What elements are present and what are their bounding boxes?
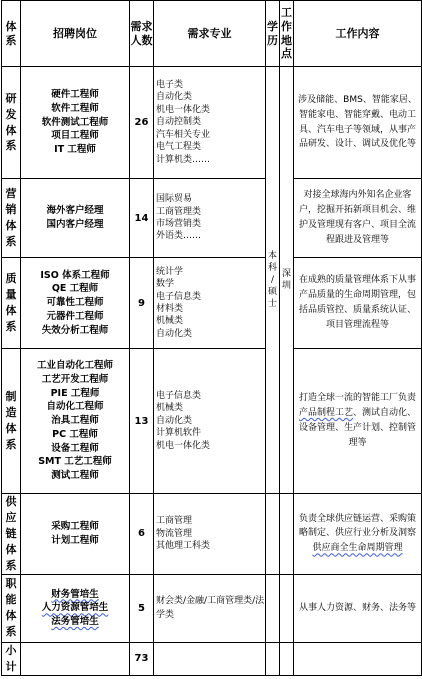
system-label: 职 能 体 系	[5, 577, 17, 639]
positions-cell	[21, 258, 130, 349]
majors-cell	[154, 67, 266, 179]
major-item: 电子类	[156, 80, 184, 91]
total-count: 73	[130, 642, 154, 675]
system-cell	[2, 574, 21, 642]
total-empty-cell	[266, 642, 280, 675]
major-item: 财会类/金融/工商管理类/法学类	[156, 595, 265, 621]
content-text: 、测试自动化、设备管理、生产计划、控制管理等	[298, 408, 417, 448]
content-underlined-text: 产品制程工艺	[298, 408, 353, 419]
major-item: 自动控制类	[156, 117, 202, 128]
major-item: 其他理工科类	[156, 541, 211, 552]
total-empty-cell	[21, 642, 130, 675]
position-item: 自动化工程师	[46, 401, 104, 413]
total-empty-cell	[294, 642, 422, 675]
total-label-cell	[2, 642, 21, 675]
position-item: 硬件工程师	[51, 89, 99, 101]
positions-cell	[21, 349, 130, 494]
count-cell: 13	[130, 349, 154, 494]
table-row-manufacturing	[2, 349, 422, 494]
majors-cell	[154, 349, 266, 494]
education-cell-empty	[266, 574, 280, 642]
major-item: 物流管理	[156, 528, 193, 539]
major-item: 自动化类	[156, 415, 193, 426]
system-cell	[2, 179, 21, 258]
major-item: 自动化类	[156, 328, 193, 339]
major-item: 市场营销类	[156, 219, 202, 229]
education-value: 本 科 / 硕 士	[267, 250, 277, 310]
position-item: 项目工程师	[51, 130, 99, 142]
position-item: 测试工程师	[51, 470, 99, 482]
position-item: ISO 体系工程师	[40, 269, 110, 281]
position-item: 采购工程师	[51, 521, 99, 533]
table-row-rnd	[2, 67, 422, 179]
major-item: 电气工程类	[156, 142, 202, 153]
major-item: 机电一体化类	[156, 104, 211, 115]
total-empty-cell	[154, 642, 266, 675]
position-item: 工艺开发工程师	[41, 373, 109, 385]
location-cell	[280, 67, 294, 494]
position-item: 人力资源管培生	[41, 602, 109, 614]
position-item: 治具工程师	[51, 415, 99, 427]
major-item: 外语类……	[156, 231, 202, 242]
position-item: 软件测试工程师	[41, 116, 109, 128]
header-position: 招聘岗位	[21, 1, 130, 67]
positions-cell	[21, 179, 130, 258]
location-value: 深 圳	[281, 268, 291, 291]
position-item: 元器件工程师	[46, 310, 104, 322]
system-cell	[2, 349, 21, 494]
location-cell-empty	[280, 574, 294, 642]
major-item: 国际贸易	[156, 194, 193, 205]
location-cell-empty	[280, 494, 294, 575]
position-item: 财务管培生	[51, 588, 99, 600]
header-count: 需求人数	[130, 1, 154, 67]
table-row-marketing	[2, 179, 422, 258]
position-item: 失效分析工程师	[41, 324, 109, 336]
position-item: QE 工程师	[51, 283, 99, 295]
majors-cell	[154, 179, 266, 258]
major-item: 材料类	[156, 304, 184, 314]
major-item: 机械类	[156, 316, 184, 327]
positions-cell	[21, 574, 130, 642]
position-item: 可靠性工程师	[46, 297, 104, 309]
education-cell	[266, 67, 280, 494]
major-item: 计算机软件	[156, 428, 202, 439]
major-item: 汽车相关专业	[156, 129, 211, 140]
education-cell-empty	[266, 494, 280, 575]
position-item: SMT 工艺工程师	[38, 456, 112, 468]
count-cell: 5	[130, 574, 154, 642]
content-cell	[294, 494, 422, 575]
header-education: 学历	[266, 1, 280, 67]
system-label: 质 量 体 系	[5, 272, 17, 333]
system-cell	[2, 494, 21, 575]
table-row-total	[2, 642, 422, 675]
position-item: 海外客户经理	[46, 205, 104, 217]
content-cell: 在成熟的质量管理体系下从事产品质量的生命周期管理，包括品质管控、质量系统认证、项目管理流程等	[294, 258, 422, 349]
content-cell: 从事人力资源、财务、法务等	[294, 574, 422, 642]
header-major: 需求专业	[154, 1, 266, 67]
position-item: 计划工程师	[51, 534, 99, 546]
table-row-functional	[2, 574, 422, 642]
table-row-supply-chain	[2, 494, 422, 575]
major-item: 机电一体化类	[156, 440, 211, 451]
content-cell: 对接全球海内外知名企业客户，挖掘开拓新项目机会、维护及管理现有客户、项目全流程跟进及管理等	[294, 179, 422, 258]
system-label: 研 发 体 系	[5, 91, 17, 153]
major-item: 自动化类	[156, 92, 193, 103]
recruitment-table	[1, 0, 422, 676]
position-item: 国内客户经理	[46, 219, 104, 230]
position-item: PC 工程师	[52, 428, 98, 440]
system-cell	[2, 67, 21, 179]
major-item: 电子信息类	[156, 390, 202, 401]
major-item: 统计学	[156, 266, 184, 277]
content-text: 打造全球一流的智能工厂负责	[298, 393, 416, 404]
major-item: 计算机类……	[156, 154, 211, 165]
table-row-quality	[2, 258, 422, 349]
majors-cell	[154, 574, 266, 642]
position-item: IT 工程师	[54, 144, 96, 156]
position-item: PIE 工程师	[50, 387, 100, 399]
system-label: 供 应 链 体 系	[5, 495, 17, 572]
system-cell	[2, 258, 21, 349]
position-item: 法务管培生	[51, 616, 99, 628]
count-cell: 6	[130, 494, 154, 575]
header-content: 工作内容	[294, 1, 422, 67]
majors-cell	[154, 494, 266, 575]
major-item: 工商管理类	[156, 206, 202, 217]
content-underlined-text: 供应商全生命周期管理	[312, 543, 403, 554]
content-cell: 涉及储能、BMS、智能家居、智能家电、智能穿戴、电动工具、汽车电子等领域，从事产品研发、设计、调试及优化等	[294, 67, 422, 179]
count-cell: 9	[130, 258, 154, 349]
count-cell: 14	[130, 179, 154, 258]
count-cell: 26	[130, 67, 154, 179]
major-item: 机械类	[156, 403, 184, 414]
content-cell	[294, 349, 422, 494]
content-text: 负责全球供应链运营、采购策略制定、供应行业分析及洞察	[298, 513, 416, 539]
positions-cell	[21, 67, 130, 179]
system-label: 制 造 体 系	[5, 390, 17, 451]
major-item: 电子信息类	[156, 291, 202, 302]
major-item: 工商管理	[156, 516, 193, 527]
position-item: 软件工程师	[51, 102, 99, 114]
header-row	[2, 1, 422, 67]
total-label: 小 计	[5, 643, 17, 673]
header-system: 体系	[2, 1, 21, 67]
positions-cell	[21, 494, 130, 575]
system-label: 营 销 体 系	[5, 187, 17, 248]
total-empty-cell	[280, 642, 294, 675]
position-item: 设备工程师	[51, 442, 99, 454]
majors-cell	[154, 258, 266, 349]
position-item: 工业自动化工程师	[36, 360, 113, 372]
major-item: 数学	[156, 279, 175, 290]
header-location: 工作地点	[280, 1, 294, 67]
